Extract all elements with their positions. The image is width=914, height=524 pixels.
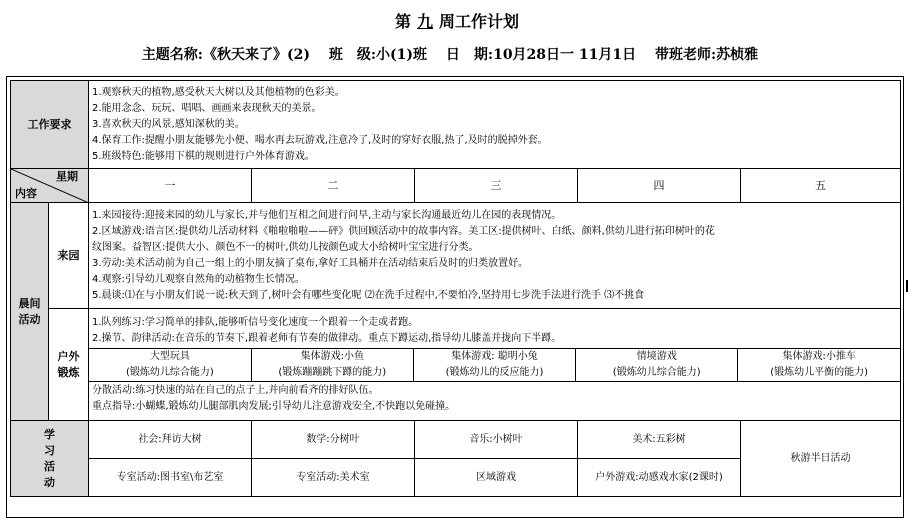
arrival-item: 1.来园接待:迎接来园的幼儿与家长,并与他们互相之间进行问早,主动与家长沟通最近幼儿在园的表现情况。 xyxy=(92,209,562,221)
study-thursday: 美术:五彩树 xyxy=(578,421,741,459)
requirement-item: 2.能用念念、玩玩、唱唱、画画来表现秋天的美景。 xyxy=(92,102,322,114)
title-suffix: 周工作计划 xyxy=(439,12,520,31)
outdoor-game-thursday-study: 户外游戏:动感戏水家(2课时) xyxy=(578,459,741,497)
outdoor-game-tuesday xyxy=(251,348,413,381)
date-range: 日 期:10月28日一 11月1日 xyxy=(445,47,637,63)
requirement-item: 4.保育工作:提醒小朋友能够先小便、喝水再去玩游戏,注意冷了,及时的穿好衣服,热了,及时的脱掉外套。 xyxy=(92,134,548,146)
plan-header xyxy=(0,44,914,64)
days-header-row xyxy=(11,169,901,203)
arrival-label: 来园 xyxy=(49,203,89,309)
outdoor-items xyxy=(89,314,900,348)
outdoor-item: 2.操节、韵律活动:在音乐的节奏下,跟着老师有节奏的做律动。重点下蹲运动,指导幼儿膝盖并拢向下半蹲。 xyxy=(92,332,562,344)
arrival-item: 5.晨谈:⑴在与小朋友们说一说:秋天到了,树叶会有哪些变化呢 ⑵在洗手过程中,不要怕冷,坚持用七步洗手法进行洗手 ⑶不挑食 xyxy=(92,289,645,301)
requirements-row xyxy=(11,81,901,169)
outdoor-game-thursday xyxy=(576,348,738,381)
morning-label-2: 活动 xyxy=(18,312,41,326)
arrival-content xyxy=(89,203,901,309)
game-name: 大型玩具 xyxy=(149,350,190,362)
theme-name: 主题名称:《秋天来了》(2) xyxy=(141,47,310,63)
day-tuesday: 二 xyxy=(252,169,415,203)
outdoor-games xyxy=(89,348,900,382)
edge-marker xyxy=(906,280,908,292)
outdoor-row xyxy=(11,309,901,421)
outdoor-label-1: 户外 xyxy=(57,349,80,363)
game-goal: (锻炼幼儿综合能力) xyxy=(125,366,214,378)
outdoor-content xyxy=(89,309,901,421)
study-friday: 秋游半日活动 xyxy=(741,421,901,497)
morning-activity-label xyxy=(11,203,49,421)
game-goal: (锻炼蹦蹦跳下蹲的能力) xyxy=(278,366,387,378)
arrival-row xyxy=(11,203,901,309)
outdoor-game-friday xyxy=(738,348,900,381)
arrival-item: 3.劳动:美术活动前为自己一组上的小朋友摘了桌布,拿好工具桶并在活动结束后及时的归类放置好。 xyxy=(92,257,529,269)
outdoor-item: 1.队列练习:学习简单的排队,能够听信号变化速度一个跟着一个走或者跑。 xyxy=(92,316,419,328)
requirements-label: 工作要求 xyxy=(11,81,89,169)
study-row-1 xyxy=(11,421,901,459)
teacher-name: 带班老师:苏桢雅 xyxy=(655,47,759,63)
outdoor-after-item: 分散活动:练习快速的站在自己的点子上,并向前看齐的排好队伍。 xyxy=(92,384,379,396)
arrival-item: 4.观察:引导幼儿观察自然角的动植物生长情况。 xyxy=(92,273,305,285)
outdoor-label-2: 锻炼 xyxy=(57,365,80,379)
study-char: 习 xyxy=(44,443,55,457)
area-game-wednesday: 区域游戏 xyxy=(415,459,578,497)
study-char: 活 xyxy=(44,459,55,473)
game-goal: (锻炼幼儿平衡的能力) xyxy=(770,366,869,378)
requirement-item: 3.喜欢秋天的风景,感知深秋的美。 xyxy=(92,118,245,130)
day-friday: 五 xyxy=(741,169,901,203)
outdoor-game-monday xyxy=(89,348,251,381)
study-monday: 社会:拜访大树 xyxy=(89,421,252,459)
week-number: 九 xyxy=(416,12,433,31)
day-wednesday: 三 xyxy=(415,169,578,203)
content-label: 内容 xyxy=(15,187,37,200)
outdoor-label xyxy=(49,309,89,421)
morning-label-1: 晨间 xyxy=(18,296,41,310)
requirement-item: 5.班级特色:能够用下棋的规则进行户外体育游戏。 xyxy=(92,150,315,162)
title-prefix: 第 xyxy=(394,12,411,31)
week-label: 星期 xyxy=(56,170,78,183)
outdoor-after-item: 重点指导:小蝴蝶,锻炼幼儿腿部肌肉发展;引导幼儿注意游戏安全,不快跑以免碰撞。 xyxy=(92,400,456,412)
game-goal: (锻炼幼儿的反应能力) xyxy=(445,366,544,378)
corner-cell xyxy=(11,169,89,203)
game-name: 情境游戏 xyxy=(636,350,677,362)
study-activity-label xyxy=(11,421,89,497)
special-room-monday: 专室活动:图书室\布艺室 xyxy=(89,459,252,497)
game-name: 集体游戏: 聪明小兔 xyxy=(451,350,538,362)
day-thursday: 四 xyxy=(578,169,741,203)
study-char: 学 xyxy=(44,427,55,441)
arrival-item: 2.区域游戏:语言区:提供幼儿活动材料《啪啦啪啦——砰》供回顾活动中的故事内容。美工区:提供树叶、白纸、颜料,供幼儿进行拓印树叶的花 xyxy=(92,225,715,237)
special-room-tuesday: 专室活动:美术室 xyxy=(252,459,415,497)
requirements-content xyxy=(89,81,901,169)
study-char: 动 xyxy=(44,475,55,489)
class-name: 班 级:小(1)班 xyxy=(328,47,428,63)
study-wednesday: 音乐:小树叶 xyxy=(415,421,578,459)
requirement-item: 1.观察秋天的植物,感受秋天大树以及其他植物的色彩美。 xyxy=(92,86,345,98)
game-goal: (锻炼幼儿综合能力) xyxy=(612,366,701,378)
game-name: 集体游戏:小鱼 xyxy=(300,350,364,362)
game-name: 集体游戏:小推车 xyxy=(782,350,856,362)
outdoor-after xyxy=(89,382,900,416)
day-monday: 一 xyxy=(89,169,252,203)
outdoor-game-wednesday xyxy=(413,348,575,381)
plan-sheet xyxy=(6,76,904,518)
weekly-plan-table xyxy=(10,80,901,497)
arrival-item: 纹图案。益智区:提供大小、颜色不一的树叶,供幼儿按颜色或大小给树叶宝宝进行分类。 xyxy=(92,241,479,253)
study-tuesday: 数学:分树叶 xyxy=(252,421,415,459)
page-title xyxy=(0,9,914,32)
